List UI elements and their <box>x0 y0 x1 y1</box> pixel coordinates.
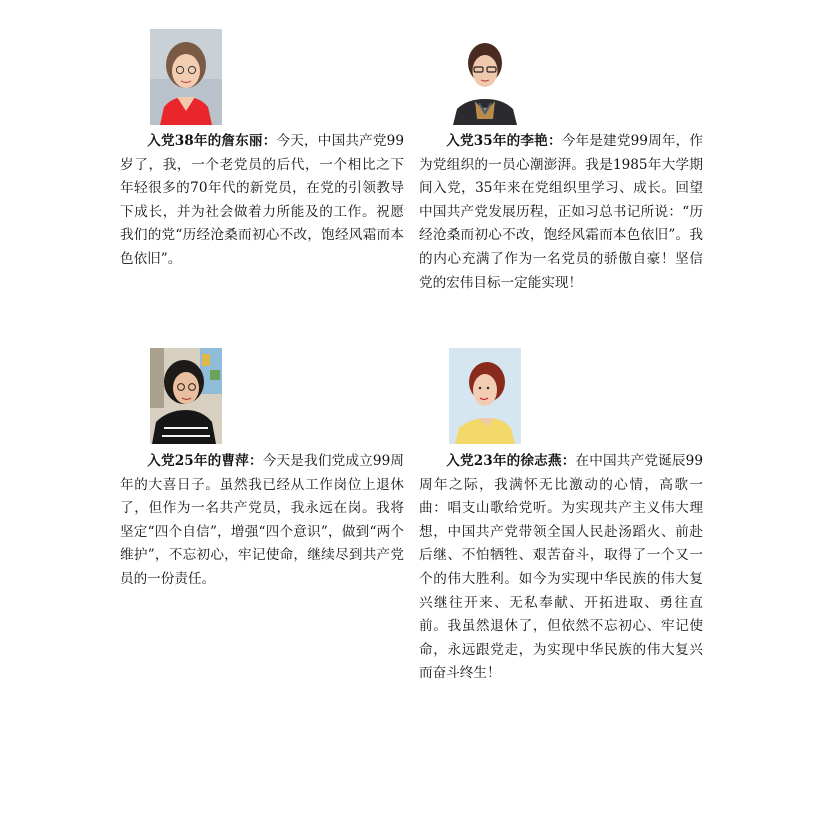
testimonial-cao-ping <box>120 450 404 592</box>
portrait-photo-cao-ping <box>150 348 222 444</box>
member-name-label: 入党35年的李艳： <box>446 133 562 149</box>
testimonial-li-yan <box>419 130 703 295</box>
portrait-photo-li-yan <box>449 29 521 125</box>
member-name-label: 入党23年的徐志燕： <box>446 453 576 469</box>
portrait-photo-xu-zhiyan <box>449 348 521 444</box>
testimonial-text: 今天，中国共产党99岁了，我，一个老党员的后代，一个相比之下年轻很多的70年代的新党员，在党的引领教导下成长，并为社会做着力所能及的工作。祝愿我们的党“历经沧桑而初心不改，饱经风霜而本色依旧”。 <box>120 133 404 267</box>
member-name-label: 入党25年的曹萍： <box>147 453 263 469</box>
testimonial-zhan-dongli <box>120 130 404 272</box>
testimonial-text: 今年是建党99周年，作为党组织的一员心潮澎湃。我是1985年大学期间入党，35年来在党组织里学习、成长。回望中国共产党发展历程，正如习总书记所说：“历经沧桑而初心不改，饱经风霜而本色依旧”。我的内心充满了作为一名党员的骄傲自豪！坚信党的宏伟目标一定能实现！ <box>419 133 703 291</box>
testimonial-xu-zhiyan <box>419 450 703 686</box>
portrait-photo-zhan-dongli <box>150 29 222 125</box>
testimonial-text: 今天是我们党成立99周年的大喜日子。虽然我已经从工作岗位上退休了，但作为一名共产党员，我永远在岗。我将坚定“四个自信”，增强“四个意识”，做到“两个维护”，不忘初心，牢记使命，继续尽到共产党员的一份责任。 <box>120 453 404 587</box>
member-name-label: 入党38年的詹东丽： <box>147 133 277 149</box>
testimonial-text: 在中国共产党诞辰99周年之际，我满怀无比激动的心情，高歌一曲：唱支山歌给党听。为实现共产主义伟大理想，中国共产党带领全国人民赴汤蹈火、前赴后继、不怕牺牲、艰苦奋斗，取得了一个又一个的伟大胜利。如今为实现中华民族的伟大复兴继往开来、无私奉献、开拓进取、勇往直前。我虽然退休了，但依然不忘初心、牢记使命，永远跟党走，为实现中华民族的伟大复兴而奋斗终生！ <box>419 453 703 682</box>
